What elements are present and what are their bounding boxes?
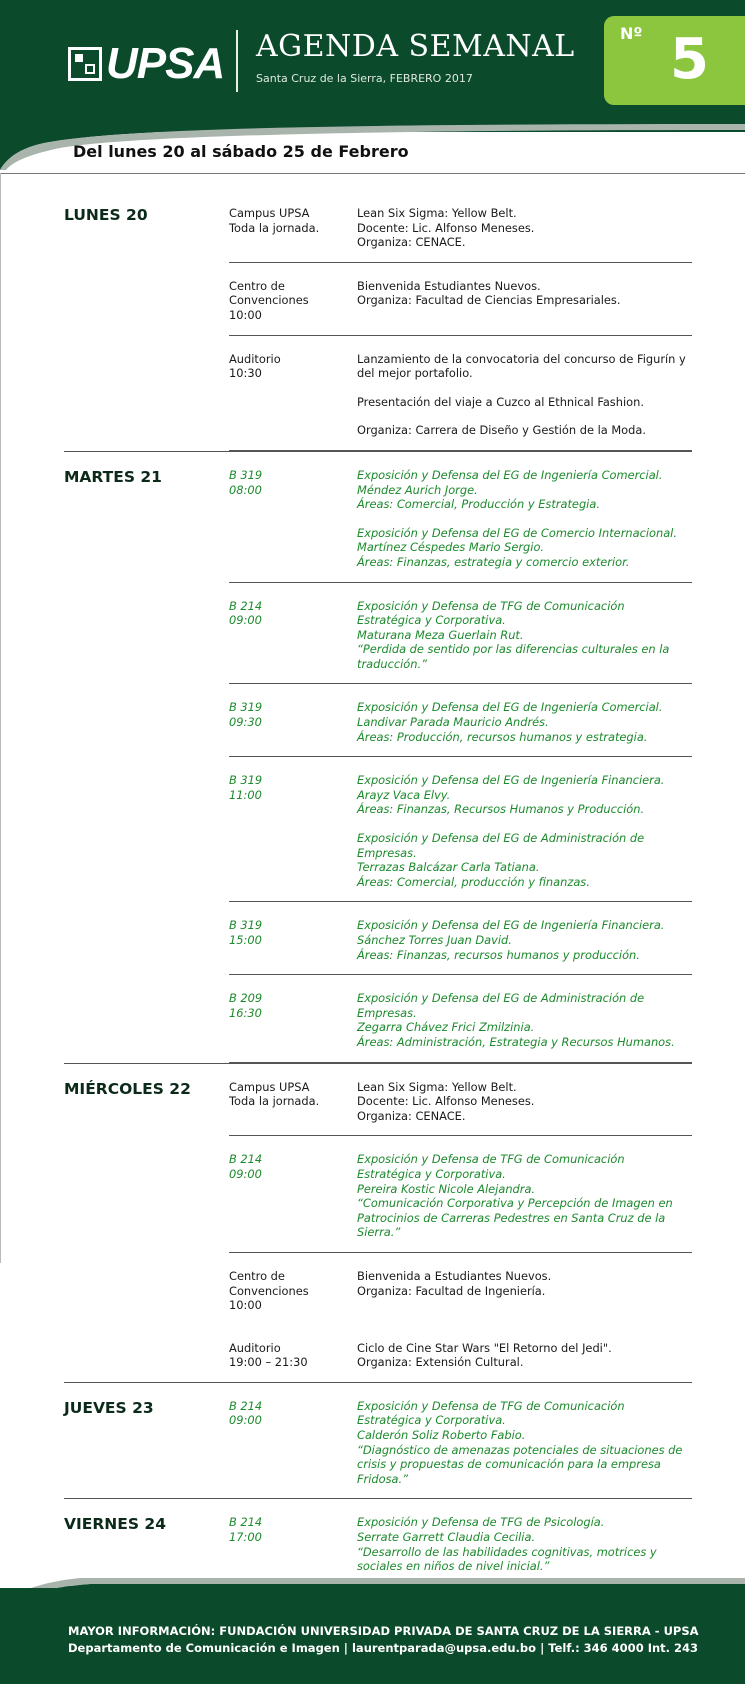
description-paragraph bbox=[357, 918, 692, 962]
entry-place-time bbox=[229, 991, 357, 1049]
entry-place-time bbox=[229, 1269, 357, 1313]
entry-place-time bbox=[229, 206, 357, 250]
place-line: Campus UPSA bbox=[229, 1079, 310, 1094]
entry-description bbox=[357, 206, 692, 250]
entry-description bbox=[357, 991, 692, 1049]
place-line: B 214 bbox=[229, 1152, 263, 1167]
place-line: Auditorio bbox=[229, 1340, 281, 1355]
description-paragraph bbox=[357, 1080, 692, 1124]
upsa-logo-icon bbox=[68, 47, 102, 81]
description-line: Organiza: Facultad de Ingeniería. bbox=[357, 1283, 546, 1298]
place-line: Campus UPSA bbox=[229, 206, 310, 220]
place-line: 17:00 bbox=[229, 1530, 262, 1545]
entry-place-time bbox=[229, 773, 357, 889]
agenda-entry bbox=[229, 1064, 692, 1137]
description-line: Organiza: Extensión Cultural. bbox=[357, 1355, 524, 1370]
day-entries bbox=[229, 190, 692, 451]
place-line: B 319 bbox=[229, 700, 263, 715]
agenda-entry bbox=[229, 902, 692, 975]
entry-place-time bbox=[229, 599, 357, 672]
place-line: 09:00 bbox=[229, 1166, 262, 1181]
place-line: 09:00 bbox=[229, 1413, 262, 1428]
agenda-entry bbox=[229, 263, 692, 336]
day-entries bbox=[229, 1499, 692, 1585]
agenda-entry bbox=[229, 1499, 692, 1585]
agenda-entry bbox=[229, 336, 692, 451]
description-line: Presentación del viaje a Cuzco al Ethnical Fashion. bbox=[357, 394, 644, 409]
agenda-entry bbox=[229, 1325, 692, 1382]
agenda-entry bbox=[229, 583, 692, 685]
day-name: LUNES 20 bbox=[64, 206, 148, 224]
entry-description bbox=[357, 1080, 692, 1124]
description-paragraph bbox=[357, 700, 692, 744]
place-line: B 214 bbox=[229, 1398, 263, 1413]
description-paragraph bbox=[357, 352, 692, 381]
agenda-entry bbox=[229, 1383, 692, 1499]
place-line: B 319 bbox=[229, 918, 263, 933]
description-line: Exposición y Defensa de TFG de Comunicación Estratégica y Corporativa. bbox=[357, 598, 625, 628]
description-line: Zegarra Chávez Frici Zmilzinia. bbox=[357, 1020, 535, 1035]
agenda-content bbox=[0, 190, 745, 1636]
entry-description bbox=[357, 773, 692, 889]
place-line: B 209 bbox=[229, 991, 263, 1006]
description-paragraph bbox=[357, 773, 692, 817]
description-line: Áreas: Producción, recursos humanos y estrategia. bbox=[357, 729, 648, 744]
agenda-entry bbox=[229, 452, 692, 583]
description-paragraph bbox=[357, 395, 692, 410]
place-line: B 214 bbox=[229, 1515, 263, 1530]
description-paragraph bbox=[357, 279, 692, 308]
place-line: Convenciones bbox=[229, 1283, 309, 1298]
description-line: Áreas: Comercial, producción y finanzas. bbox=[357, 874, 590, 889]
description-line: Méndez Aurich Jorge. bbox=[357, 482, 478, 497]
description-line: Martínez Céspedes Mario Sergio. bbox=[357, 540, 545, 555]
entry-description bbox=[357, 1515, 692, 1573]
description-paragraph bbox=[357, 206, 692, 250]
entry-place-time bbox=[229, 1341, 357, 1370]
place-line: Auditorio bbox=[229, 351, 281, 366]
footer-contact-line: Departamento de Comunicación e Imagen | laurentparada@upsa.edu.bo | Telf.: 346 4000 Int. 243 bbox=[68, 1641, 699, 1655]
entry-place-time bbox=[229, 1152, 357, 1240]
description-line: Bienvenida a Estudiantes Nuevos. bbox=[357, 1268, 552, 1283]
day-name: MIÉRCOLES 22 bbox=[64, 1079, 191, 1098]
day-name: MARTES 21 bbox=[64, 467, 162, 486]
description-line: Lean Six Sigma: Yellow Belt. bbox=[357, 206, 517, 220]
description-paragraph bbox=[357, 468, 692, 512]
description-line: Docente: Lic. Alfonso Meneses. bbox=[357, 1094, 535, 1109]
place-line: Centro de bbox=[229, 278, 285, 293]
agenda-entry bbox=[229, 1136, 692, 1253]
entry-description bbox=[357, 279, 692, 323]
place-line: 10:00 bbox=[229, 307, 262, 322]
place-line: B 319 bbox=[229, 773, 263, 788]
entry-place-time bbox=[229, 918, 357, 962]
description-line: Pereira Kostic Nicole Alejandra. bbox=[357, 1181, 536, 1196]
footer-info-line: MAYOR INFORMACIÓN: FUNDACIÓN UNIVERSIDAD PRIVADA DE SANTA CRUZ DE LA SIERRA - UPSA bbox=[68, 1624, 699, 1638]
description-line: Lean Six Sigma: Yellow Belt. bbox=[357, 1079, 517, 1094]
entry-description bbox=[357, 599, 692, 672]
description-line: “Diagnóstico de amenazas potenciales de situaciones de crisis y propuestas de comunicación para la empresa Fridosa.” bbox=[357, 1442, 683, 1486]
entry-description bbox=[357, 918, 692, 962]
day-entries bbox=[229, 1064, 692, 1382]
entry-place-time bbox=[229, 700, 357, 744]
place-line: 10:00 bbox=[229, 1298, 262, 1313]
description-paragraph bbox=[357, 526, 692, 570]
place-line: 09:30 bbox=[229, 715, 262, 730]
day-section bbox=[0, 190, 745, 451]
place-line: 10:30 bbox=[229, 366, 262, 381]
place-line: Toda la jornada. bbox=[229, 220, 320, 235]
description-line: Áreas: Finanzas, recursos humanos y producción. bbox=[357, 947, 640, 962]
description-line: Docente: Lic. Alfonso Meneses. bbox=[357, 220, 535, 235]
description-paragraph bbox=[357, 423, 692, 438]
day-section bbox=[0, 1499, 745, 1585]
agenda-entry bbox=[229, 684, 692, 757]
description-line: Maturana Meza Guerlain Rut. bbox=[357, 627, 524, 642]
description-line: Áreas: Finanzas, Recursos Humanos y Producción. bbox=[357, 802, 645, 817]
description-paragraph bbox=[357, 831, 692, 889]
description-paragraph bbox=[357, 1341, 692, 1370]
description-line: Exposición y Defensa del EG de Ingeniería Financiera. bbox=[357, 773, 665, 788]
description-paragraph bbox=[357, 1515, 692, 1573]
day-entries bbox=[229, 452, 692, 1063]
description-line: Áreas: Finanzas, estrategia y comercio exterior. bbox=[357, 554, 630, 569]
entry-description bbox=[357, 1152, 692, 1240]
description-line: Exposición y Defensa del EG de Ingeniería Comercial. bbox=[357, 467, 663, 482]
description-line: Áreas: Administración, Estrategia y Recursos Humanos. bbox=[357, 1034, 675, 1049]
day-entries bbox=[229, 1383, 692, 1499]
description-line: Exposición y Defensa del EG de Comercio Internacional. bbox=[357, 525, 677, 540]
description-line: Calderón Soliz Roberto Fabio. bbox=[357, 1428, 526, 1443]
entry-place-time bbox=[229, 1515, 357, 1573]
description-line: Landivar Parada Mauricio Andrés. bbox=[357, 715, 549, 730]
entry-place-time bbox=[229, 352, 357, 438]
description-line: Exposición y Defensa de TFG de Comunicación Estratégica y Corporativa. bbox=[357, 1398, 625, 1428]
day-section bbox=[0, 452, 745, 1063]
entry-description bbox=[357, 700, 692, 744]
agenda-entry bbox=[229, 757, 692, 902]
description-line: “Perdida de sentido por las diferencias culturales en la traducción.” bbox=[357, 642, 670, 671]
date-range: Del lunes 20 al sábado 25 de Febrero bbox=[73, 142, 409, 161]
description-line: Exposición y Defensa del EG de Ingeniería Financiera. bbox=[357, 918, 665, 933]
description-line: Organiza: CENACE. bbox=[357, 1108, 466, 1123]
place-line: Centro de bbox=[229, 1268, 285, 1283]
description-paragraph bbox=[357, 599, 692, 672]
place-line: 19:00 – 21:30 bbox=[229, 1355, 308, 1370]
description-line: Exposición y Defensa de TFG de Comunicación Estratégica y Corporativa. bbox=[357, 1152, 625, 1181]
entry-description bbox=[357, 1341, 692, 1370]
description-line: “Comunicación Corporativa y Percepción de Imagen en Patrocinios de Carreras Pedestres en Santa Cruz de la Sierra.” bbox=[357, 1196, 673, 1240]
description-line: Bienvenida Estudiantes Nuevos. bbox=[357, 278, 541, 293]
agenda-entry bbox=[229, 975, 692, 1062]
description-line: Exposición y Defensa del EG de Administración de Empresas. bbox=[357, 991, 645, 1020]
description-line: Exposición y Defensa de TFG de Psicología. bbox=[357, 1515, 605, 1530]
entry-description bbox=[357, 1269, 692, 1313]
place-line: 11:00 bbox=[229, 787, 262, 802]
page-title: AGENDA SEMANAL bbox=[256, 29, 575, 64]
page-subtitle: Santa Cruz de la Sierra, FEBRERO 2017 bbox=[256, 72, 473, 85]
description-line: Arayz Vaca Elvy. bbox=[357, 787, 451, 802]
entry-place-time bbox=[229, 1399, 357, 1487]
top-rule bbox=[0, 173, 745, 174]
description-line: Áreas: Comercial, Producción y Estrategia. bbox=[357, 497, 600, 512]
entry-place-time bbox=[229, 1080, 357, 1124]
description-paragraph bbox=[357, 1269, 692, 1298]
description-line: Exposición y Defensa del EG de Ingeniería Comercial. bbox=[357, 700, 663, 715]
upsa-logo bbox=[68, 39, 225, 88]
agenda-entry bbox=[229, 190, 692, 263]
description-line: Ciclo de Cine Star Wars "El Retorno del Jedi". bbox=[357, 1340, 612, 1355]
entry-description bbox=[357, 1399, 692, 1487]
place-line: 15:00 bbox=[229, 933, 262, 947]
place-line: 16:30 bbox=[229, 1005, 262, 1020]
description-paragraph bbox=[357, 1399, 692, 1487]
entry-description bbox=[357, 352, 692, 438]
place-line: 09:00 bbox=[229, 613, 262, 628]
header-banner bbox=[0, 0, 745, 132]
description-line: Lanzamiento de la convocatoria del concurso de Figurín y del mejor portafolio. bbox=[357, 351, 686, 381]
issue-number-value: 5 bbox=[670, 27, 709, 92]
place-line: B 214 bbox=[229, 598, 263, 613]
issue-number-label: Nº bbox=[620, 24, 643, 43]
entry-description bbox=[357, 468, 692, 570]
description-line: Terrazas Balcázar Carla Tatiana. bbox=[357, 860, 540, 875]
description-line: Sánchez Torres Juan David. bbox=[357, 933, 512, 947]
description-line: Serrate Garrett Claudia Cecilia. bbox=[357, 1530, 536, 1545]
description-paragraph bbox=[357, 991, 692, 1049]
entry-place-time bbox=[229, 279, 357, 323]
description-line: Organiza: Carrera de Diseño y Gestión de la Moda. bbox=[357, 423, 646, 438]
place-line: Convenciones bbox=[229, 293, 309, 308]
logo-text: UPSA bbox=[106, 39, 225, 88]
day-name: JUEVES 23 bbox=[64, 1398, 154, 1417]
day-section bbox=[0, 1064, 745, 1382]
day-name: VIERNES 24 bbox=[64, 1515, 166, 1534]
description-line: Organiza: CENACE. bbox=[357, 235, 466, 250]
description-line: “Desarrollo de las habilidades cognitivas, motrices y sociales en niños de nivel inicial.” bbox=[357, 1544, 657, 1574]
place-line: 08:00 bbox=[229, 482, 262, 497]
day-section bbox=[0, 1383, 745, 1499]
place-line: Toda la jornada. bbox=[229, 1094, 320, 1109]
agenda-entry bbox=[229, 1253, 692, 1325]
entry-place-time bbox=[229, 468, 357, 570]
description-line: Organiza: Facultad de Ciencias Empresariales. bbox=[357, 293, 621, 308]
issue-number-badge bbox=[604, 16, 745, 105]
header-divider bbox=[236, 30, 238, 92]
place-line: B 319 bbox=[229, 467, 263, 482]
description-line: Exposición y Defensa del EG de Administración de Empresas. bbox=[357, 831, 645, 860]
description-paragraph bbox=[357, 1152, 692, 1240]
